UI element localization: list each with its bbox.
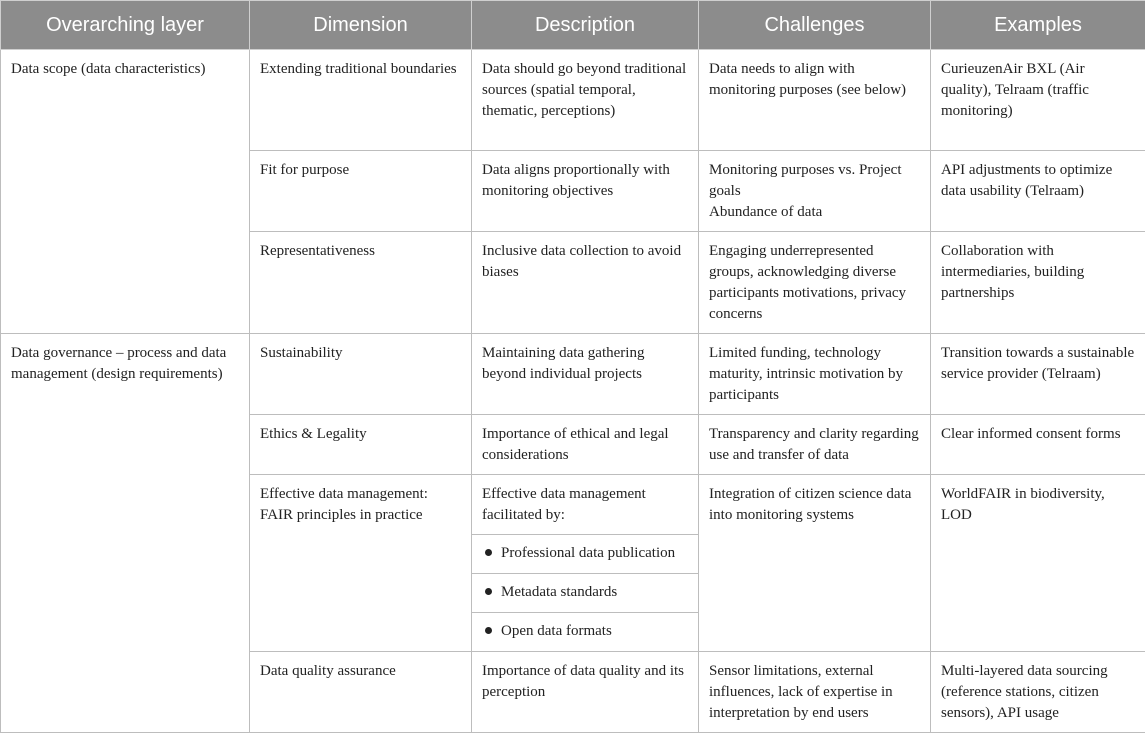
bullet-item bbox=[472, 574, 699, 613]
layer-cell-data-governance: Data governance – process and data management (design requirements) bbox=[1, 334, 250, 733]
dimension-cell: Sustainability bbox=[250, 334, 472, 415]
examples-cell: Clear informed consent forms bbox=[931, 415, 1145, 475]
challenge-line: Monitoring purposes vs. Project goals bbox=[709, 160, 920, 202]
description-cell: Effective data management facilitated by: bbox=[472, 475, 699, 535]
dimension-cell: Fit for purpose bbox=[250, 151, 472, 232]
description-cell: Maintaining data gathering beyond individual projects bbox=[472, 334, 699, 415]
description-cell: Importance of data quality and its perception bbox=[472, 652, 699, 733]
header-examples: Examples bbox=[931, 1, 1145, 50]
challenges-cell: Data needs to align with monitoring purposes (see below) bbox=[699, 50, 931, 151]
header-challenges: Challenges bbox=[699, 1, 931, 50]
description-cell: Data should go beyond traditional sources (spatial temporal, thematic, perceptions) bbox=[472, 50, 699, 151]
examples-cell: CurieuzenAir BXL (Air quality), Telraam (traffic monitoring) bbox=[931, 50, 1145, 151]
bullet-dot-icon bbox=[485, 627, 492, 634]
challenges-cell: Engaging underrepresented groups, acknowledging diverse participants motivations, privacy concerns bbox=[699, 232, 931, 334]
bullet-text: Open data formats bbox=[501, 623, 612, 639]
challenges-cell: Integration of citizen science data into monitoring systems bbox=[699, 475, 931, 652]
examples-cell: API adjustments to optimize data usability (Telraam) bbox=[931, 151, 1145, 232]
layer-cell-data-scope: Data scope (data characteristics) bbox=[1, 50, 250, 334]
challenges-cell: Transparency and clarity regarding use and transfer of data bbox=[699, 415, 931, 475]
examples-cell: Multi-layered data sourcing (reference stations, citizen sensors), API usage bbox=[931, 652, 1145, 733]
header-row bbox=[1, 1, 1145, 50]
bullet-item bbox=[472, 535, 699, 574]
dimension-cell: Ethics & Legality bbox=[250, 415, 472, 475]
examples-cell: Collaboration with intermediaries, building partnerships bbox=[931, 232, 1145, 334]
bullet-text: Metadata standards bbox=[501, 584, 617, 600]
header-overarching-layer: Overarching layer bbox=[1, 1, 250, 50]
table-row bbox=[1, 334, 1145, 415]
description-cell: Data aligns proportionally with monitoring objectives bbox=[472, 151, 699, 232]
examples-cell: Transition towards a sustainable service provider (Telraam) bbox=[931, 334, 1145, 415]
dimension-cell: Representativeness bbox=[250, 232, 472, 334]
bullet-dot-icon bbox=[485, 588, 492, 595]
challenge-line: Abundance of data bbox=[709, 202, 920, 223]
description-cell: Inclusive data collection to avoid biases bbox=[472, 232, 699, 334]
description-cell: Importance of ethical and legal considerations bbox=[472, 415, 699, 475]
dimension-cell: Extending traditional boundaries bbox=[250, 50, 472, 151]
dimension-cell: Data quality assurance bbox=[250, 652, 472, 733]
challenges-cell bbox=[699, 151, 931, 232]
dimension-cell: Effective data management: FAIR principles in practice bbox=[250, 475, 472, 652]
header-description: Description bbox=[472, 1, 699, 50]
examples-cell: WorldFAIR in biodiversity, LOD bbox=[931, 475, 1145, 652]
table-row bbox=[1, 50, 1145, 151]
bullet-item bbox=[472, 613, 699, 652]
challenges-cell: Sensor limitations, external influences, lack of expertise in interpretation by end users bbox=[699, 652, 931, 733]
header-dimension: Dimension bbox=[250, 1, 472, 50]
bullet-dot-icon bbox=[485, 549, 492, 556]
challenges-cell: Limited funding, technology maturity, intrinsic motivation by participants bbox=[699, 334, 931, 415]
bullet-text: Professional data publication bbox=[501, 545, 675, 561]
